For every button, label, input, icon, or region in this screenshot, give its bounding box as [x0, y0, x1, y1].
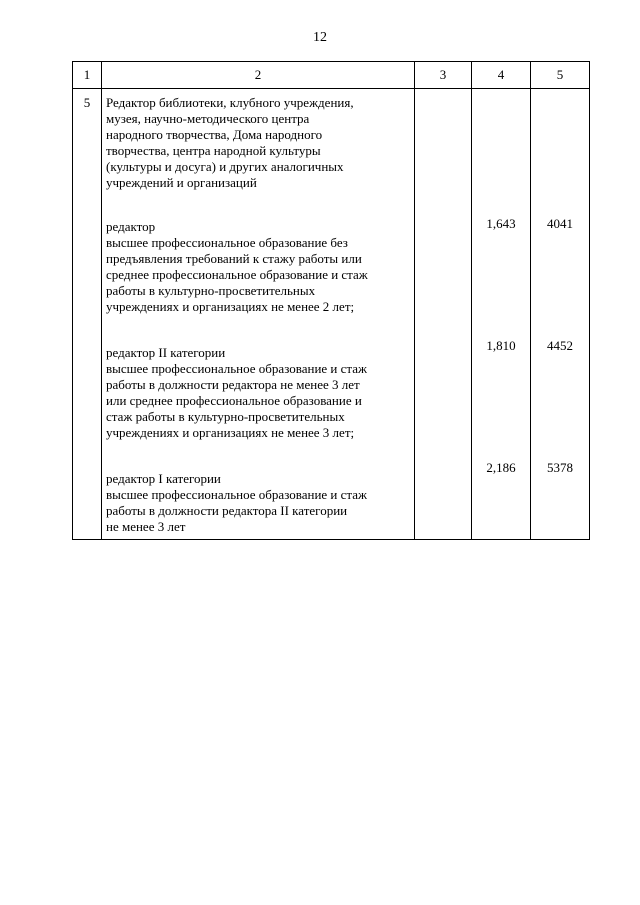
header-col-5: 5	[531, 62, 590, 89]
position-editor-text: редактор высшее профессиональное образование без предъявления требований к стажу работы или среднее профессиональное образование и стаж работы в культурно-просветительных учреждениях и организациях не менее 2 лет;	[106, 219, 368, 314]
table-header-row	[73, 62, 590, 89]
position-editor-cat1-text: редактор I категории высшее профессиональное образование и стаж работы в должности редактора II категории не менее 3 лет	[106, 471, 367, 534]
header-col-1: 1	[73, 62, 102, 89]
header-col-2: 2	[102, 62, 415, 89]
coefficient-editor-cat2: 1,810	[486, 338, 516, 353]
col-3-cell	[415, 89, 472, 540]
header-col-3: 3	[415, 62, 472, 89]
page-number: 12	[313, 30, 327, 45]
coefficient-editor-cat1: 2,186	[486, 460, 516, 475]
salary-cell	[531, 89, 590, 540]
row-title: Редактор библиотеки, клубного учреждения, музея, научно-методического центра народного творчества, Дома народного творчества, центра народной культуры (культуры и досуга) и других аналогичных учреждений и организаций	[106, 95, 354, 190]
row-index: 5	[73, 89, 102, 540]
salary-editor: 4041	[547, 216, 573, 231]
salary-editor-cat1: 5378	[547, 460, 573, 475]
table-row	[73, 89, 590, 540]
position-description-cell	[102, 89, 415, 540]
salary-editor-cat2: 4452	[547, 338, 573, 353]
header-col-4: 4	[472, 62, 531, 89]
coefficient-cell	[472, 89, 531, 540]
position-editor-cat2-text: редактор II категории высшее профессиональное образование и стаж работы в должности редактора не менее 3 лет или среднее профессиональное образование и стаж работы в культурно-просветительных учреждениях и организациях не менее 3 лет;	[106, 345, 367, 440]
salary-table	[72, 61, 590, 540]
coefficient-editor: 1,643	[486, 216, 516, 231]
